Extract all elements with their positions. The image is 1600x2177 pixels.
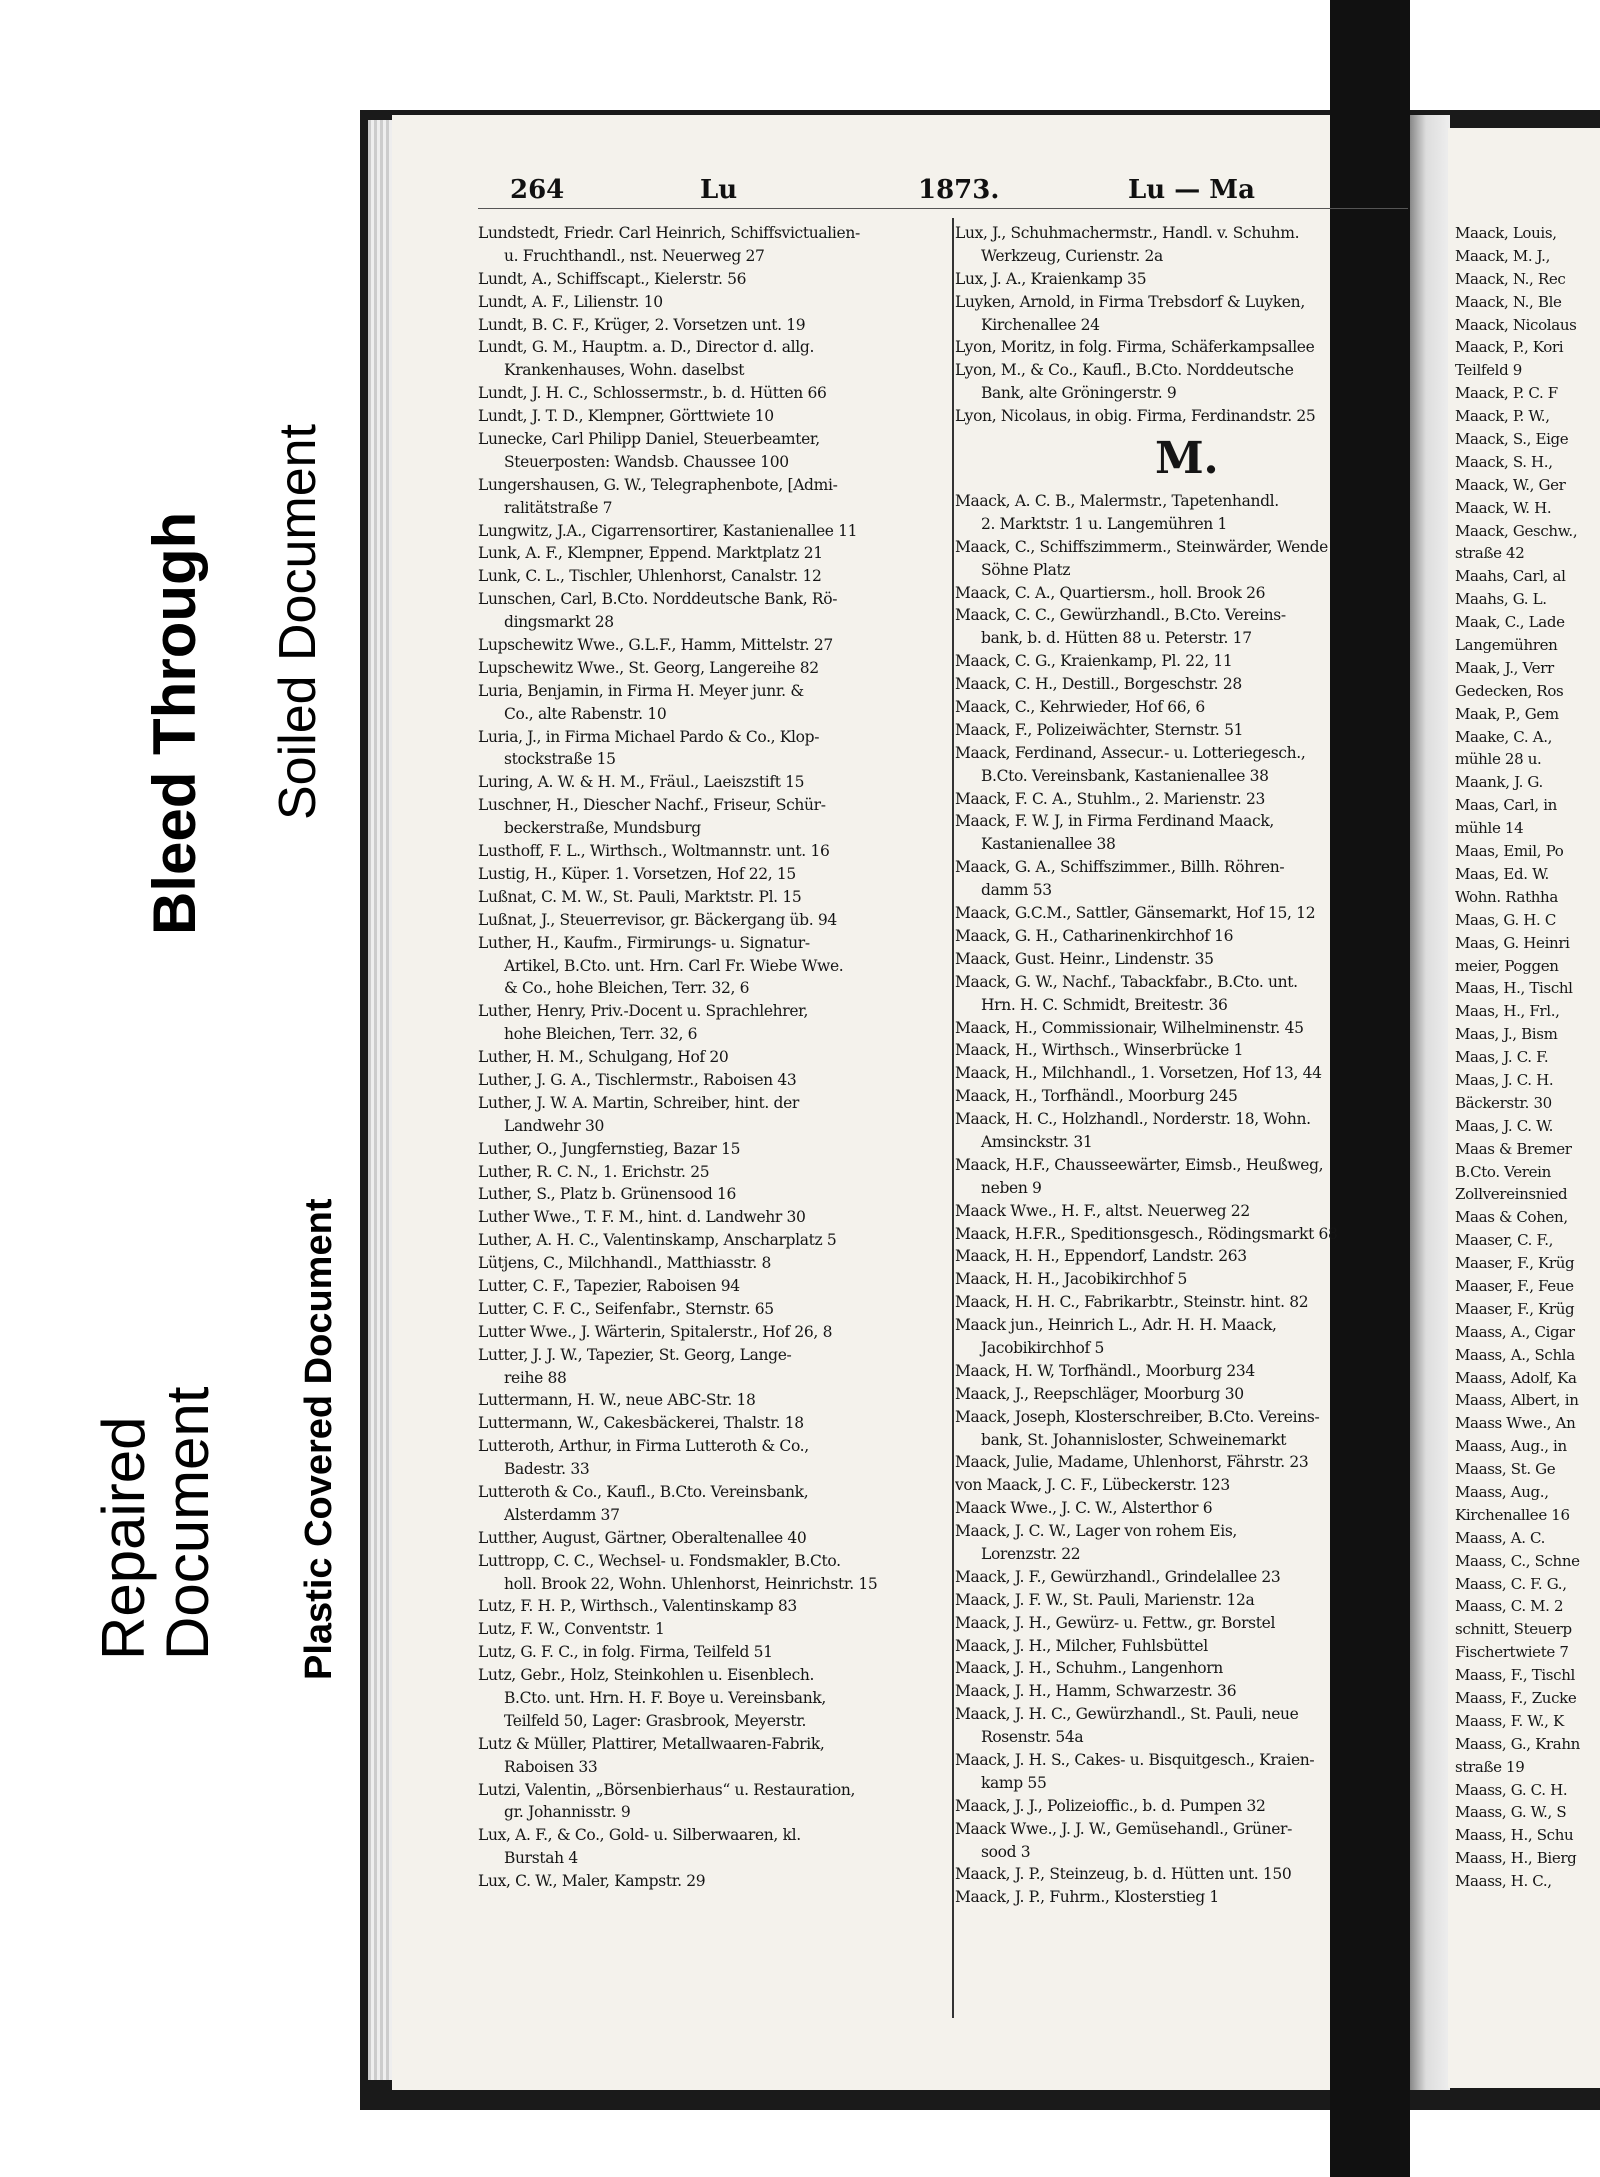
facing-page-entry-line: Maas & Cohen, [1455,1208,1568,1227]
directory-entry-line: Maack, C. A., Quartiersm., holl. Brook 26 [955,583,1266,602]
facing-page-entry-line: Maak, C., Lade [1455,613,1565,632]
directory-entry-line: Maack, J. J., Polizeioffic., b. d. Pumpen 32 [955,1796,1266,1815]
directory-entry-line: Lunk, C. L., Tischler, Uhlenhorst, Canalstr. 12 [478,567,822,586]
directory-entry-line: Lunk, A. F., Klempner, Eppend. Marktplatz 21 [478,544,823,563]
directory-entry-line: Krankenhauses, Wohn. daselbst [504,361,745,380]
directory-entry-line: kamp 55 [981,1773,1047,1792]
directory-entry-line: neben 9 [981,1178,1042,1197]
directory-entry-line: Lutz, Gebr., Holz, Steinkohlen u. Eisenblech. [478,1666,815,1685]
directory-entry-line: Luther, Henry, Priv.-Docent u. Sprachlehrer, [478,1002,809,1021]
directory-entry-line: Lundstedt, Friedr. Carl Heinrich, Schiffsvictualien- [478,224,860,242]
directory-entry-line: Maack, H.F., Chausseewärter, Eimsb., Heußweg, [955,1155,1324,1174]
facing-page-entry-line: Maack, Louis, [1455,224,1557,242]
directory-entry-line: Lutter Wwe., J. Wärterin, Spitalerstr., Hof 26, 8 [478,1322,833,1341]
directory-entry-line: Luria, J., in Firma Michael Pardo & Co., Klop- [478,727,820,746]
directory-entry-line: Lutz, F. W., Conventstr. 1 [478,1620,665,1639]
directory-entry-line: ralitätstraße 7 [504,498,613,517]
facing-page-entry-line: Maas, J. C. W. [1455,1116,1554,1135]
directory-entry-line: Maack, Joseph, Klosterschreiber, B.Cto. Vereins- [955,1407,1320,1426]
directory-entry-line: Artikel, B.Cto. unt. Hrn. Carl Fr. Wiebe Wwe. [504,956,844,975]
directory-entry-line: bank, b. d. Hütten 88 u. Peterstr. 17 [981,629,1252,648]
directory-entry-line: Lux, A. F., & Co., Gold- u. Silberwaaren, kl. [478,1826,801,1845]
directory-entry-line: Lorenzstr. 22 [981,1544,1081,1563]
directory-entry-line: Lundt, J. T. D., Klempner, Görttwiete 10 [478,407,774,426]
facing-page-entry-line: Maass, F., Zucke [1455,1689,1577,1707]
directory-entry-line: Maack, F. W. J, in Firma Ferdinand Maack, [955,812,1274,831]
directory-entry-line: Lungwitz, J.A., Cigarrensortirer, Kastanienallee 11 [478,521,858,540]
label-repaired-line2: Document [154,1386,221,1660]
directory-entry-line: Badestr. 33 [504,1460,590,1479]
directory-entry-line: B.Cto. Vereinsbank, Kastanienallee 38 [981,766,1269,785]
directory-entry-line: Lundt, B. C. F., Krüger, 2. Vorsetzen unt. 19 [478,315,806,334]
directory-entry-line: Maack, J. H. S., Cakes- u. Bisquitgesch., Kraien- [955,1751,1315,1769]
directory-entry-line: Lustig, H., Küper. 1. Vorsetzen, Hof 22, 15 [478,864,796,883]
directory-entry-line: Luther, S., Platz b. Grünensood 16 [478,1185,736,1204]
directory-entry-line: Lußnat, J., Steuerrevisor, gr. Bäckergang üb. 94 [478,910,837,929]
directory-entry-line: Lutter, C. F., Tapezier, Raboisen 94 [478,1276,740,1295]
facing-page-entry-line: Maas, J., Bism [1455,1025,1558,1044]
directory-entry-line: Luschner, H., Diescher Nachf., Friseur, Schür- [478,796,826,815]
page-number: 264 [510,175,565,205]
facing-page-entry-line: meier, Poggen [1455,956,1559,975]
directory-entry-line: Rosenstr. 54a [981,1728,1084,1747]
facing-page-entry-line: Maass, A., Cigar [1455,1322,1575,1341]
directory-entry-line: Maack, H., Commissionair, Wilhelminenstr. 45 [955,1018,1304,1037]
facing-page-entry-line: Maank, J. G. [1455,773,1543,792]
directory-entry-line: Lundt, A. F., Lilienstr. 10 [478,292,663,311]
facing-page-entry-line: Maas, Emil, Po [1455,842,1564,861]
directory-entry-line: Luttermann, H. W., neue ABC-Str. 18 [478,1391,756,1410]
directory-entry-line: Maack, H.F.R., Speditionsgesch., Rödingsmarkt 68 [955,1224,1338,1243]
facing-page-entry-line: schnitt, Steuerp [1455,1620,1572,1639]
facing-page-entry-line: Maas, J. C. F. [1455,1048,1549,1067]
directory-entry-line: Hrn. H. C. Schmidt, Breitestr. 36 [981,995,1228,1014]
directory-entry-line: Maack, J. H., Schuhm., Langenhorn [955,1659,1223,1678]
directory-entry-line: Maack, J. P., Steinzeug, b. d. Hütten unt. 150 [955,1865,1292,1884]
directory-entry-line: Maack, Julie, Madame, Uhlenhorst, Fährstr. 23 [955,1453,1309,1472]
facing-page-entry-line: Gedecken, Ros [1455,681,1564,700]
facing-page-entry-line: Maak, P., Gem [1455,704,1559,723]
facing-page-entry-line: Maaser, F., Feue [1455,1276,1574,1295]
facing-page-entry-line: Maass, A. C. [1455,1528,1546,1547]
directory-entry-line: Lutzi, Valentin, „Börsenbierhaus“ u. Restauration, [478,1780,856,1799]
directory-entry-line: Lupschewitz Wwe., St. Georg, Langereihe 82 [478,658,819,677]
facing-page-entry-line: Langemühren [1455,636,1558,655]
directory-entry-line: Luther, H., Kaufm., Firmirungs- u. Signatur- [478,933,810,952]
directory-entry-line: Alsterdamm 37 [504,1505,620,1524]
directory-entry-line: Raboisen 33 [504,1757,598,1776]
directory-entry-line: Luther Wwe., T. F. M., hint. d. Landwehr 30 [478,1208,806,1227]
directory-entry-line: Kirchenallee 24 [981,315,1100,334]
facing-page-entry-line: Bäckerstr. 30 [1455,1093,1552,1112]
directory-entry-line: Maack, C., Schiffszimmerm., Steinwärder, Wende [955,537,1328,556]
directory-entry-line: damm 53 [981,881,1052,900]
directory-entry-line: Maack, G. W., Nachf., Tabackfabr., B.Cto. unt. [955,972,1298,991]
directory-entry-line: Maack Wwe., J. C. W., Alsterthor 6 [955,1499,1213,1518]
facing-page-entry-line: Maass, C. F. G., [1455,1574,1567,1593]
facing-page-entry-line: Fischertwiete 7 [1455,1643,1569,1662]
facing-page-entry-line: Maass, G. C. H. [1455,1780,1568,1799]
facing-page-entry-line: straße 19 [1455,1757,1525,1776]
directory-entry-line: Maack, C., Kehrwieder, Hof 66, 6 [955,698,1205,717]
column-2-ma-entries [955,490,1410,1909]
facing-page-entry-line: Maack, P., Kori [1455,338,1564,357]
directory-entry-line: Luyken, Arnold, in Firma Trebsdorf & Luyken, [955,292,1305,311]
directory-entry-line: Luring, A. W. & H. M., Fräul., Laeiszstift 15 [478,773,805,792]
directory-entry-line: Maack, J. F., Gewürzhandl., Grindelallee 23 [955,1567,1281,1586]
directory-entry-line: Maack, H. W, Torfhändl., Moorburg 234 [955,1361,1255,1380]
directory-entry-line: holl. Brook 22, Wohn. Uhlenhorst, Heinrichstr. 15 [504,1574,878,1593]
directory-column-2 [955,222,1410,1909]
facing-page-entry-line: Maahs, Carl, al [1455,567,1566,586]
directory-entry-line: u. Fruchthandl., nst. Neuerweg 27 [504,246,765,265]
facing-page-entry-line: Maass, C. M. 2 [1455,1597,1564,1616]
directory-entry-line: stockstraße 15 [504,750,616,769]
directory-entry-line: Maack, G.C.M., Sattler, Gänsemarkt, Hof 15, 12 [955,904,1316,923]
directory-entry-line: Maack, C. G., Kraienkamp, Pl. 22, 11 [955,652,1233,671]
facing-page-entry-line: Maake, C. A., [1455,727,1553,746]
label-bleed-through: Bleed Through [141,511,208,935]
directory-entry-line: Lyon, M., & Co., Kaufl., B.Cto. Norddeutsche [955,361,1294,380]
book-binding [1410,115,1450,2090]
directory-entry-line: Maack, J. H., Hamm, Schwarzestr. 36 [955,1682,1237,1701]
directory-entry-line: Lußnat, C. M. W., St. Pauli, Marktstr. Pl. 15 [478,887,802,906]
label-soiled-document: Soiled Document [269,424,327,820]
facing-page-entry-line: Maass, F., Tischl [1455,1666,1575,1685]
directory-entry-line: Lux, C. W., Maler, Kampstr. 29 [478,1872,706,1891]
directory-entry-line: Lutz, G. F. C., in folg. Firma, Teilfeld 51 [478,1643,773,1662]
directory-entry-line: gr. Johannisstr. 9 [504,1803,631,1822]
directory-entry-line: Lutter, C. F. C., Seifenfabr., Sternstr. 65 [478,1299,774,1318]
directory-entry-line: Maack, H., Wirthsch., Winserbrücke 1 [955,1041,1244,1060]
directory-entry-line: Lundt, J. H. C., Schlossermstr., b. d. Hütten 66 [478,384,827,403]
facing-page-entry-line: Maaser, F., Krüg [1455,1299,1575,1318]
directory-entry-line: Luther, J. W. A. Martin, Schreiber, hint. der [478,1093,799,1112]
facing-page-entry-line: Maass, H., Schu [1455,1826,1574,1845]
directory-entry-line: Maack jun., Heinrich L., Adr. H. H. Maack, [955,1316,1277,1335]
facing-page-entry-line: Maack, W., Ger [1455,475,1566,494]
directory-entry-line: Maack, J. P., Fuhrm., Klosterstieg 1 [955,1888,1219,1907]
facing-page-entry-line: Maack, M. J., [1455,246,1551,265]
facing-page-entry-line: B.Cto. Verein [1455,1162,1551,1181]
directory-entry-line: Maack, A. C. B., Malermstr., Tapetenhandl. [955,492,1279,511]
facing-page-entry-line: Maas, Ed. W. [1455,864,1549,883]
directory-entry-line: Lux, J., Schuhmachermstr., Handl. v. Schuhm. [955,224,1300,242]
directory-entry-line: Lutther, August, Gärtner, Oberaltenallee 40 [478,1528,807,1547]
facing-page-entry-line: Maaser, C. F., [1455,1231,1554,1250]
header-rule [478,208,1408,209]
directory-entry-line: Maack, J. H. C., Gewürzhandl., St. Pauli, neue [955,1705,1299,1724]
facing-page-entry-line: Maass, C., Schne [1455,1551,1580,1570]
facing-page-column [1455,222,1600,1893]
directory-entry-line: Luttermann, W., Cakesbäckerei, Thalstr. 18 [478,1414,804,1433]
label-repaired-document [92,1387,220,1660]
directory-entry-line: Lutteroth, Arthur, in Firma Lutteroth & Co., [478,1437,809,1456]
directory-entry-line: Maack, C. H., Destill., Borgeschstr. 28 [955,675,1242,694]
facing-page-entry-line: Maas, Carl, in [1455,796,1557,815]
facing-page-entry-line: straße 42 [1455,544,1525,563]
directory-entry-line: Lutteroth & Co., Kaufl., B.Cto. Vereinsbank, [478,1482,809,1501]
directory-entry-line: Luttropp, C. C., Wechsel- u. Fondsmakler, B.Cto. [478,1551,841,1570]
directory-entry-line: Lupschewitz Wwe., G.L.F., Hamm, Mittelstr. 27 [478,636,833,655]
directory-entry-line: Landwehr 30 [504,1116,605,1135]
directory-entry-line: Maack, H. H. C., Fabrikarbtr., Steinstr. hint. 82 [955,1293,1309,1312]
directory-entry-line: Maack, C. C., Gewürzhandl., B.Cto. Vereins- [955,606,1286,625]
directory-entry-line: dingsmarkt 28 [504,613,614,632]
directory-entry-line: Amsinckstr. 31 [981,1132,1093,1151]
directory-entry-line: Maack, H. H., Eppendorf, Landstr. 263 [955,1247,1247,1266]
facing-page-entry-line: Maaser, F., Krüg [1455,1254,1575,1273]
directory-entry-line: sood 3 [981,1842,1031,1861]
facing-page-entry-line: mühle 28 u. [1455,750,1542,769]
facing-page-entry-line: Maas, H., Frl., [1455,1002,1560,1021]
directory-entry-line: 2. Marktstr. 1 u. Langemühren 1 [981,514,1228,533]
directory-entry-line: hohe Bleichen, Terr. 32, 6 [504,1025,698,1044]
directory-entry-line: Maack, F. C. A., Stuhlm., 2. Marienstr. 23 [955,789,1265,808]
directory-entry-line: Lyon, Nicolaus, in obig. Firma, Ferdinandstr. 25 [955,407,1316,426]
facing-page-entry-line: Maass, G., Krahn [1455,1734,1580,1753]
directory-entry-line: & Co., hohe Bleichen, Terr. 32, 6 [504,979,750,998]
directory-entry-line: Luther, H. M., Schulgang, Hof 20 [478,1048,729,1067]
directory-entry-line: beckerstraße, Mundsburg [504,819,701,838]
directory-entry-line: Söhne Platz [981,560,1071,579]
facing-page-entry-line: Maass, G. W., S [1455,1803,1567,1822]
directory-entry-line: Maack, Gust. Heinr., Lindenstr. 35 [955,949,1214,968]
facing-page-entry-line: Maass, Adolf, Ka [1455,1368,1577,1387]
facing-page-entry-line: Maack, S. H., [1455,452,1553,471]
directory-entry-line: Luria, Benjamin, in Firma H. Meyer junr. & [478,681,804,700]
facing-page-entry-line: Maas, G. Heinri [1455,933,1570,952]
directory-entry-line: Maack Wwe., H. F., altst. Neuerweg 22 [955,1201,1250,1220]
directory-entry-line: Maack, H., Torfhändl., Moorburg 245 [955,1087,1238,1106]
facing-page-entry-line: Maass, Aug., [1455,1482,1549,1501]
directory-entry-line: Lundt, A., Schiffscapt., Kielerstr. 56 [478,269,747,288]
facing-page-entry-line: Teilfeld 9 [1455,361,1522,380]
facing-page-entry-line: Maass, Albert, in [1455,1391,1579,1410]
facing-page-entry-line: Maak, J., Verr [1455,658,1554,677]
directory-entry-line: Werkzeug, Curienstr. 2a [981,246,1163,265]
facing-page-entry-line: mühle 14 [1455,819,1524,838]
facing-page-entry-line: Maack, P. C. F [1455,384,1558,403]
directory-entry-line: Maack, J., Reepschläger, Moorburg 30 [955,1384,1244,1403]
facing-page-entry-line: Maas, J. C. H. [1455,1070,1554,1089]
directory-column-1 [478,222,953,1893]
directory-entry-line: Lusthoff, F. L., Wirthsch., Woltmannstr. unt. 16 [478,842,830,861]
header-year: 1873. [918,175,1000,205]
directory-entry-line: Lutz & Müller, Plattirer, Metallwaaren-Fabrik, [478,1734,825,1753]
directory-entry-line: Maack, J. F. W., St. Pauli, Marienstr. 12a [955,1590,1255,1609]
directory-entry-line: Lundt, G. M., Hauptm. a. D., Director d. allg. [478,338,815,357]
directory-entry-line: Maack, Ferdinand, Assecur.- u. Lotteriegesch., [955,743,1306,762]
header-right-key: Lu — Ma [1128,175,1255,205]
directory-entry-line: Luther, J. G. A., Tischlermstr., Raboisen 43 [478,1070,797,1089]
facing-page-entry-line: Maass, St. Ge [1455,1460,1556,1479]
directory-entry-line: Lyon, Moritz, in folg. Firma, Schäferkampsallee [955,338,1315,357]
directory-entry-line: Luther, O., Jungfernstieg, Bazar 15 [478,1139,741,1158]
directory-entry-line: Luther, A. H. C., Valentinskamp, Anscharplatz 5 [478,1231,837,1250]
facing-page-entry-line: Maass, F. W., K [1455,1711,1564,1730]
directory-entry-line: Jacobikirchhof 5 [981,1338,1105,1357]
directory-entry-line: Teilfeld 50, Lager: Grasbrook, Meyerstr. [504,1711,807,1730]
facing-page-entry-line: Maack, Nicolaus [1455,315,1577,334]
directory-entry-line: Maack, J. C. W., Lager von rohem Eis, [955,1522,1237,1541]
directory-entry-line: von Maack, J. C. F., Lübeckerstr. 123 [955,1476,1230,1495]
directory-entry-line: Lux, J. A., Kraienkamp 35 [955,269,1147,288]
label-repaired-line1: Repaired [90,1416,157,1660]
facing-page-entry-line: Maas & Bremer [1455,1139,1572,1158]
directory-entry-line: Co., alte Rabenstr. 10 [504,704,667,723]
directory-entry-line: Luther, R. C. N., 1. Erichstr. 25 [478,1162,710,1181]
facing-page-entry-line: Maack, S., Eige [1455,430,1569,449]
label-panel [0,0,360,2177]
column-2-lu-entries [955,222,1410,428]
directory-entry-line: Maack, F., Polizeiwächter, Sternstr. 51 [955,720,1244,739]
facing-page-entry-line: Zollvereinsnied [1455,1185,1568,1204]
directory-entry-line: Lungershausen, G. W., Telegraphenbote, [Admi- [478,475,838,494]
facing-page-entry-line: Maack, Geschw., [1455,521,1578,540]
directory-entry-line: Kastanienallee 38 [981,835,1116,854]
facing-page-entry-line: Maass, Aug., in [1455,1437,1567,1456]
facing-page-entry-line: Maass, H. C., [1455,1872,1552,1891]
directory-entry-line: Maack, H. C., Holzhandl., Norderstr. 18, Wohn. [955,1110,1311,1129]
facing-page-entry-line: Maass Wwe., An [1455,1414,1576,1433]
directory-entry-line: Maack Wwe., J. J. W., Gemüsehandl., Grüner- [955,1819,1292,1838]
directory-entry-line: Steuerposten: Wandsb. Chaussee 100 [504,452,789,471]
facing-page-entry-line: Maack, N., Rec [1455,269,1566,288]
directory-entry-line: Maack, G. H., Catharinenkirchhof 16 [955,926,1234,945]
directory-entry-line: Maack, G. A., Schiffszimmer., Billh. Röhren- [955,858,1285,877]
directory-entry-line: Maack, J. H., Milcher, Fuhlsbüttel [955,1636,1208,1655]
directory-entry-line: Lutter, J. J. W., Tapezier, St. Georg, Lange- [478,1345,792,1364]
header-left-key: Lu [700,175,738,205]
facing-page-entry-line: Wohn. Rathha [1455,887,1558,906]
directory-entry-line: Burstah 4 [504,1849,578,1868]
facing-page-entry-line: Maack, N., Ble [1455,292,1562,311]
facing-page-entry-line: Maass, A., Schla [1455,1345,1575,1364]
directory-entry-line: Lunschen, Carl, B.Cto. Norddeutsche Bank, Rö- [478,590,838,609]
facing-page-entry-line: Maack, P. W., [1455,407,1550,426]
directory-entry-line: Lutz, F. H. P., Wirthsch., Valentinskamp 83 [478,1597,797,1616]
facing-page-entry-line: Maahs, G. L. [1455,590,1547,609]
directory-entry-line: Maack, H. H., Jacobikirchhof 5 [955,1270,1188,1289]
directory-entry-line: reihe 88 [504,1368,567,1387]
directory-entry-line: Lunecke, Carl Philipp Daniel, Steuerbeamter, [478,430,820,449]
facing-page-entry-line: Maas, G. H. C [1455,910,1557,929]
directory-entry-line: Maack, H., Milchhandl., 1. Vorsetzen, Hof 13, 44 [955,1064,1322,1083]
section-letter-m: M. [1155,433,1219,485]
facing-page-entry-line: Maack, W. H. [1455,498,1552,517]
label-plastic-covered: Plastic Covered Document [298,1198,340,1680]
facing-page-entry-line: Maas, H., Tischl [1455,979,1573,998]
directory-entry-line: Lütjens, C., Milchhandl., Matthiasstr. 8 [478,1254,771,1273]
directory-entry-line: Bank, alte Gröningerstr. 9 [981,384,1177,403]
facing-page-entry-line: Maass, H., Bierg [1455,1849,1577,1868]
directory-entry-line: B.Cto. unt. Hrn. H. F. Boye u. Vereinsbank, [504,1689,826,1707]
directory-entry-line: Maack, J. H., Gewürz- u. Fettw., gr. Borstel [955,1613,1276,1632]
directory-entry-line: bank, St. Johannisloster, Schweinemarkt [981,1430,1287,1449]
facing-page-entry-line: Kirchenallee 16 [1455,1505,1570,1524]
